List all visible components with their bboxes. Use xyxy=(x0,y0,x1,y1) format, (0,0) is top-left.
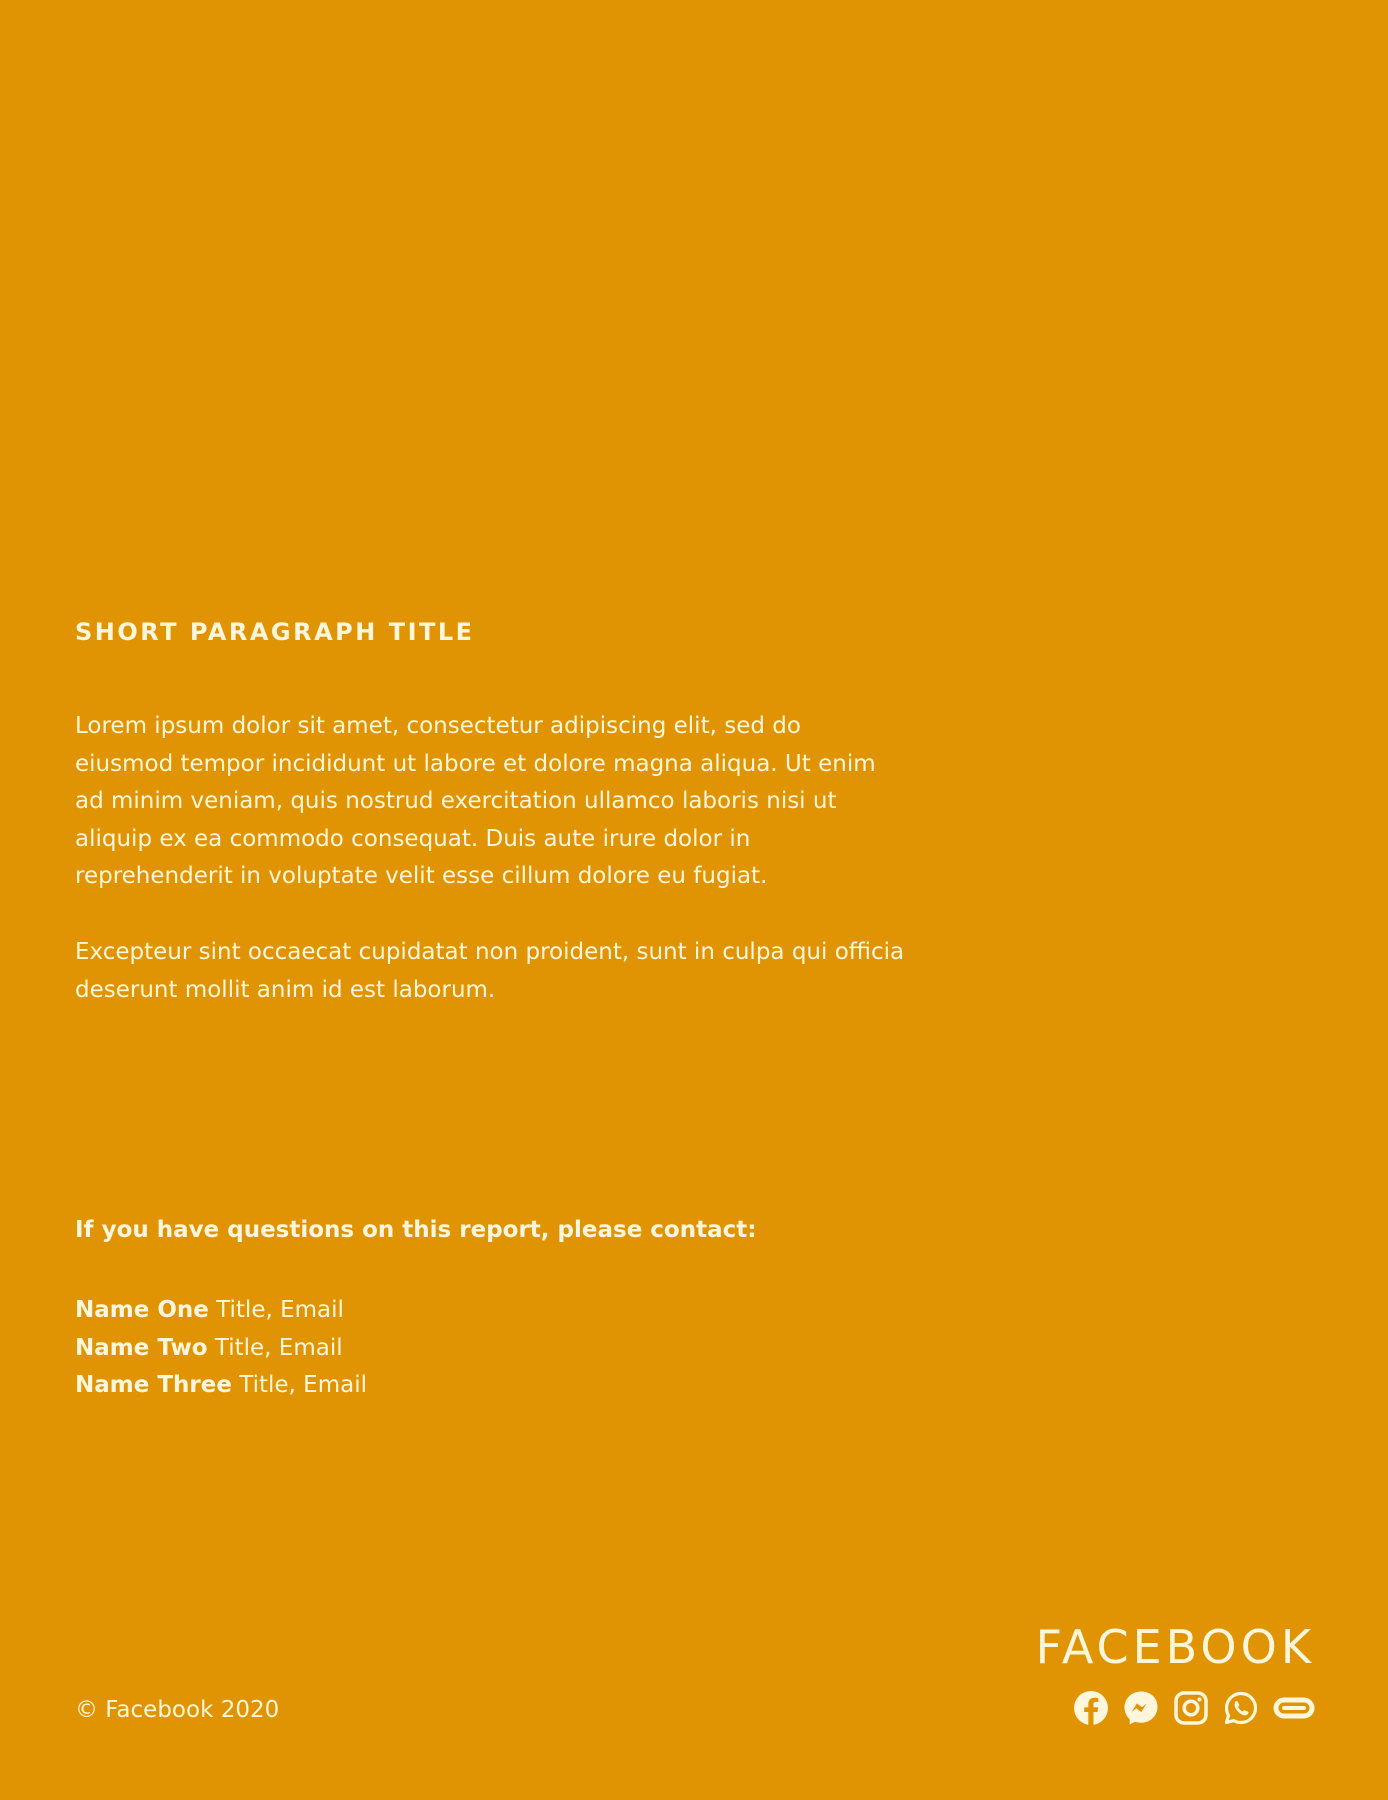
instagram-icon xyxy=(1173,1690,1209,1726)
contact-name: Name One xyxy=(75,1297,209,1323)
copyright: © Facebook 2020 xyxy=(75,1697,280,1723)
contact-details: Title, Email xyxy=(207,1334,343,1361)
facebook-wordmark: FACEBOOK xyxy=(1035,1620,1315,1674)
contact-details: Title, Email xyxy=(231,1372,367,1398)
oculus-icon xyxy=(1273,1690,1315,1726)
messenger-icon xyxy=(1123,1690,1159,1726)
body-paragraph-1: Lorem ipsum dolor sit amet, consectetur adipiscing elit, sed do eiusmod tempor incididunt ut labore et dolore magna aliqua. Ut enim ad minim veniam, quis nostrud exercitation ullamco laboris nisi ut aliquip ex ea commodo consequat. Duis aute irure dolor in reprehenderit in voluptate velit esse cillum dolore eu fugiat. xyxy=(75,713,876,889)
contact-name: Name Three xyxy=(75,1372,232,1398)
body-paragraph-2: Excepteur sint occaecat cupidatat non proident, sunt in culpa qui officia deserunt mollit anim id est laborum. xyxy=(75,939,905,1003)
contact-item xyxy=(75,1330,367,1368)
contact-item xyxy=(75,1367,367,1405)
contact-name: Name Two xyxy=(75,1334,208,1361)
contact-list xyxy=(75,1292,367,1405)
app-icons xyxy=(1073,1690,1315,1726)
contact-item xyxy=(75,1292,367,1330)
facebook-icon xyxy=(1073,1690,1109,1726)
paragraph-title: SHORT PARAGRAPH TITLE xyxy=(75,618,475,646)
whatsapp-icon xyxy=(1223,1690,1259,1726)
contact-details: Title, Email xyxy=(208,1297,344,1323)
contact-heading: If you have questions on this report, please contact: xyxy=(75,1217,757,1243)
